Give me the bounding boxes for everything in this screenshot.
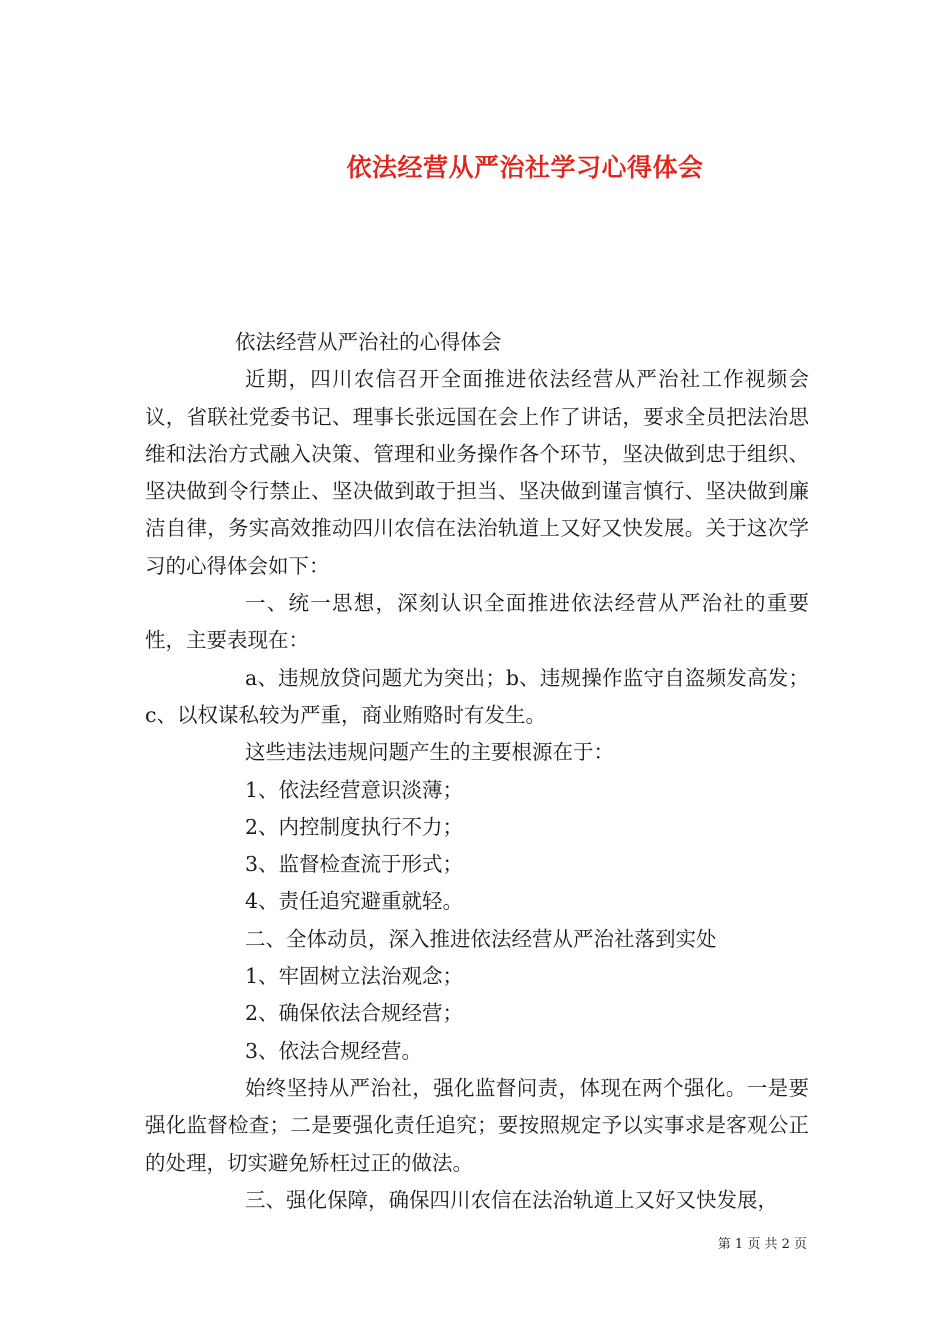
list-item: 4、责任追究避重就轻。 [245, 889, 464, 914]
document-subtitle: 依法经营从严治社的心得体会 [235, 330, 502, 354]
paragraph: 始终坚持从严治社，强化监督问责，体现在两个强化。一是要强化监督检查；二是要强化责任追究；要按照规定予以实事求是客观公正的处理，切实避免矫枉过正的做法。 [145, 1075, 809, 1175]
list-item: 2、内控制度执行不力； [245, 814, 464, 839]
list-item: 1、牢固树立法治观念； [245, 964, 464, 989]
list-item: 2、确保依法合规经营； [245, 1001, 464, 1026]
document-body [145, 324, 809, 1219]
paragraph: 这些违法违规问题产生的主要根源在于： [245, 740, 614, 765]
section-heading: 三、强化保障，确保四川农信在法治轨道上又好又快发展， [245, 1187, 778, 1212]
list-item: 3、监督检查流于形式； [245, 852, 464, 877]
page-number: 第 1 页 共 2 页 [717, 1237, 807, 1252]
list-item: 3、依法合规经营。 [245, 1038, 423, 1063]
paragraph: 近期，四川农信召开全面推进依法经营从严治社工作视频会议，省联社党委书记、理事长张远国在会上作了讲话，要求全员把法治思维和法治方式融入决策、管理和业务操作各个环节，坚决做到忠于组织、坚决做到令行禁止、坚决做到敢于担当、坚决做到谨言慎行、坚决做到廉洁自律，务实高效推动四川农信在法治轨道上又好又快发展。关于这次学习的心得体会如下： [145, 367, 809, 578]
paragraph: 一、统一思想，深刻认识全面推进依法经营从严治社的重要性，主要表现在： [145, 591, 809, 653]
paragraph: a、违规放贷问题尤为突出；b、违规操作监守自盗频发高发；c、以权谋私较为严重，商业贿赂时有发生。 [145, 665, 809, 727]
section-heading: 二、全体动员，深入推进依法经营从严治社落到实处 [245, 926, 717, 951]
document-title: 依法经营从严治社学习心得体会 [346, 152, 704, 182]
list-item: 1、依法经营意识淡薄； [245, 777, 464, 802]
